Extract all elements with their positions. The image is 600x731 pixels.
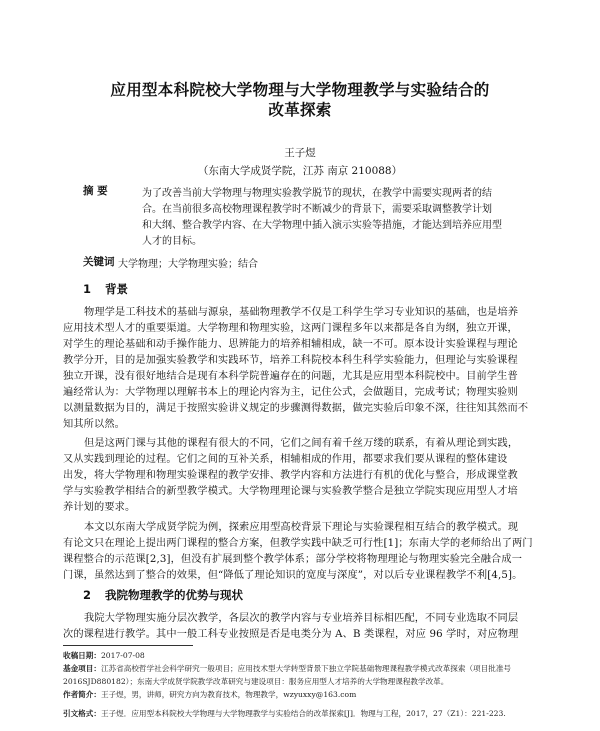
body-line: 以测量数据为目的，满足于按照实验讲义规定的步骤测得数据，做完实验后印象不深，往往知其然而不 <box>63 403 529 414</box>
abstract-label: 摘 要 <box>83 185 108 197</box>
footnote-label: 作者简介： <box>63 690 101 699</box>
body-line: 学与实验教学相结合的新型教学模式。大学物理理论课与实验教学整合是独立学院实现应用型人才培 <box>63 486 518 497</box>
abstract-line: 和大纲、整合教学内容、在大学物理中插入演示实验等措施，才能达到培养应用型 <box>142 220 502 231</box>
paper-title-line-1: 应用型本科院校大学物理与大学物理教学与实验结合的 <box>110 81 490 99</box>
section-title: 背景 <box>105 282 128 296</box>
footnote-citation <box>63 708 506 719</box>
body-line: 课程整合的示范课[2,3]，但没有扩展到整个教学体系；部分学校将物理理论与物理实验完全融合成一 <box>63 554 523 565</box>
author-name: 王子煜 <box>284 147 316 159</box>
keywords-label: 关键词 <box>83 256 115 268</box>
footnote-label: 收稿日期： <box>63 651 101 660</box>
footnote-text: 江苏省高校哲学社会科学研究一般项目；应用技术型大学转型背景下独立学院基础物理课程教学模式改革探索（项目批准号 <box>100 664 512 673</box>
body-line: 物理学是工科技术的基础与源泉，基础物理教学不仅是工科学生学习专业知识的基础，也是培养 <box>84 307 519 318</box>
body-line: 养计划的要求。 <box>63 502 136 513</box>
section-heading <box>83 281 128 297</box>
paper-title-line-2: 改革探索 <box>268 101 332 119</box>
footnote-text: 王子煜．应用型本科院校大学物理与大学物理教学与实验结合的改革探索[J]．物理与工程，2017，27（Z1）：221-223. <box>100 709 506 718</box>
body-line: 出发，将大学物理和物理实验课程的教学安排、教学内容和方法进行有机的优化与整合，形成课堂教 <box>63 470 518 481</box>
footnote-divider <box>63 645 193 646</box>
body-line: 门课，虽然达到了整合的效果，但“降低了理论知识的宽度与深度”，对以后专业课程教学不利[4,5]。 <box>63 570 523 581</box>
section-number: 1 <box>83 282 92 296</box>
body-line: 遍经常认为：大学物理以理解书本上的理论内容为主，记住公式，会做题目，完成考试；物理实验则 <box>63 387 518 398</box>
body-line: 但是这两门课与其他的课程有很大的不同，它们之间有着千丝万缕的联系，有着从理论到实践， <box>84 438 519 449</box>
body-line: 对学生的理论基础和动手操作能力、思辨能力的培养相辅相成，缺一不可。原本设计实验课程与理论 <box>63 339 518 350</box>
section-title: 我院物理教学的优势与现状 <box>105 588 243 602</box>
keywords-text: 大学物理；大学物理实验；结合 <box>118 259 258 270</box>
body-line: 教学分开，目的是加强实验教学和实践环节，培养工科院校本科生科学实验能力，但理论与实验课程 <box>63 355 518 366</box>
footnote-text: 王子煜，男，讲师，研究方向为教育技术，物理教学，wzyuxxy@163.com <box>100 690 357 699</box>
abstract-line: 为了改善当前大学物理与物理实验教学脱节的现状，在教学中需要实现两者的结 <box>142 188 492 199</box>
abstract-line: 人才的目标。 <box>142 236 202 247</box>
body-line: 有论文只在理论上提出两门课程的整合方案，但教学实践中缺乏可行性[1]；东南大学的老师给出了两门 <box>63 538 533 549</box>
section-heading <box>83 587 243 603</box>
footnote-label: 引文格式： <box>63 709 101 718</box>
footnote-funding-cont <box>63 676 448 687</box>
body-line: 我院大学物理实施分层次教学，各层次的教学内容与专业培养目标相匹配，不同专业选取不同层 <box>84 613 519 624</box>
footnote-funding <box>63 663 511 674</box>
body-line: 次的课程进行教学。其中一般工科专业按照是否是电类分为 A、B 类课程，对应 96 学时，对应物理 <box>63 629 519 640</box>
footnote-author-bio <box>63 689 356 700</box>
abstract-line: 合。在当前很多高校物理课程教学时不断减少的背景下，需要采取调整教学计划 <box>142 204 492 215</box>
footnote-text: 2016SJD880182）；东南大学成贤学院教学改革研究与建设项目：服务应用型人才培养的大学物理课程教学改革。 <box>63 677 449 686</box>
body-line: 独立开课，没有很好地结合是现有本科学院普遍存在的问题，尤其是应用型本科院校中。目前学生普 <box>63 371 518 382</box>
body-line: 知其所以然。 <box>63 419 126 430</box>
body-line: 本文以东南大学成贤学院为例，探索应用型高校背景下理论与实验课程相互结合的教学模式。现 <box>84 522 519 533</box>
footnote-label: 基金项目： <box>63 664 101 673</box>
body-line: 又从实践到理论的过程。它们之间的互补关系，相辅相成的作用，都要求我们要从课程的整体建设 <box>63 454 508 465</box>
footnote-received <box>63 650 145 661</box>
footnote-text: 2017-07-08 <box>100 651 145 660</box>
author-affiliation: （东南大学成贤学院，江苏 南京 210088） <box>197 165 403 177</box>
body-line: 应用技术型人才的重要渠道。大学物理和物理实验，这两门课程多年以来都是各自为纲，独立开课， <box>63 323 518 334</box>
section-number: 2 <box>83 588 92 602</box>
